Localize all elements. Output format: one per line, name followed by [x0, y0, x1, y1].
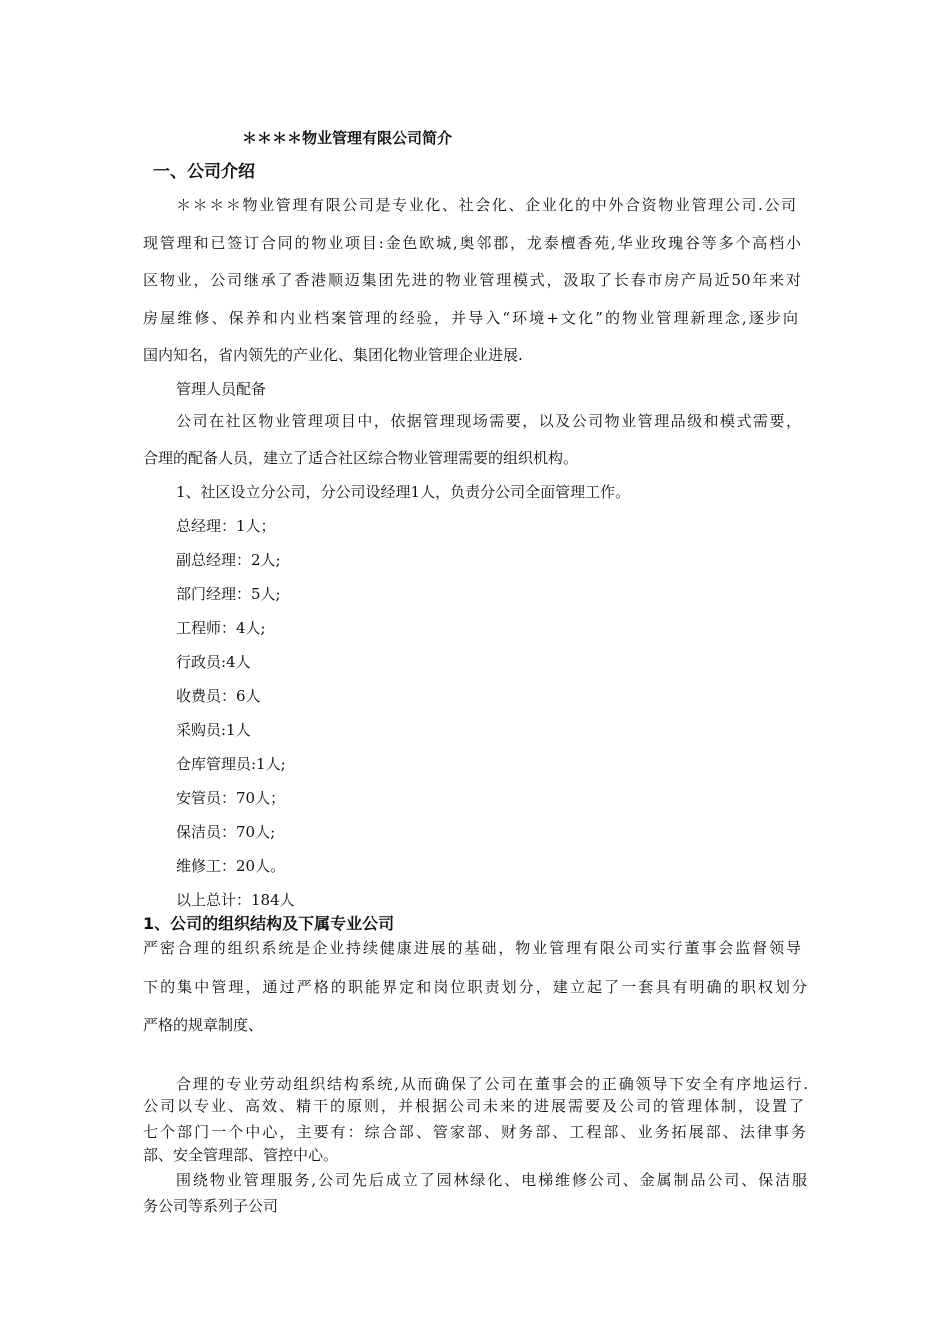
intro-line: ＊＊＊＊物业管理有限公司是专业化、社会化、企业化的中外合资物业管理公司.公司	[176, 196, 796, 214]
branch-line: 1、社区设立分公司，分公司设经理1人，负责分公司全面管理工作。	[176, 483, 631, 501]
section-heading-company-intro: 一、公司介绍	[153, 162, 255, 182]
staff-intro-line: 公司在社区物业管理项目中，依据管理现场需要，以及公司物业管理品级和模式需要，	[176, 412, 801, 430]
org-para2-line: 合理的专业劳动组织结构系统,从而确保了公司在董事会的正确领导下安全有序地运行.	[176, 1075, 808, 1093]
org-para2-line: 公司以专业、高效、精干的原则，并根据公司未来的进展需要及公司的管理体制，设置了	[143, 1097, 804, 1115]
intro-line: 区物业，公司继承了香港顺迈集团先进的物业管理模式，汲取了长春市房产局近50年来对	[143, 271, 801, 289]
org-para-line: 严密合理的组织系统是企业持续健康进展的基础，物业管理有限公司实行董事会监督领导	[143, 939, 801, 957]
staff-list-item: 采购员:1人	[176, 721, 251, 739]
staff-list-item: 保洁员：70人;	[176, 823, 276, 841]
staff-total: 以上总计：184人	[176, 891, 295, 909]
staff-heading: 管理人员配备	[176, 380, 267, 398]
staff-list-item: 副总经理：2人;	[176, 551, 281, 569]
intro-line: 房屋维修、保养和内业档案管理的经验，并导入“环境+文化”的物业管理新理念,逐步向	[143, 309, 798, 327]
subsidiary-line: 务公司等系列子公司	[143, 1197, 279, 1215]
staff-list-item: 部门经理：5人;	[176, 585, 281, 603]
staff-list-item: 仓库管理员:1人;	[176, 755, 286, 773]
document-title: ＊＊＊＊物业管理有限公司简介	[242, 129, 453, 147]
staff-list-item: 总经理：1人；	[176, 517, 276, 535]
intro-line: 国内知名，省内领先的产业化、集团化物业管理企业进展.	[143, 346, 523, 364]
intro-line: 现管理和已签订合同的物业项目:金色欧城,奥邻郡，龙泰檀香苑,华业玫瑰谷等多个高档小	[143, 234, 801, 252]
staff-intro-line: 合理的配备人员，建立了适合社区综合物业管理需要的组织机构。	[143, 449, 579, 467]
org-para-line: 下的集中管理，通过严格的职能界定和岗位职责划分，建立起了一套具有明确的职权划分	[143, 978, 807, 996]
staff-list-item: 行政员:4人	[176, 653, 251, 671]
section-heading-org-structure: 1、公司的组织结构及下属专业公司	[143, 914, 395, 933]
staff-list-item: 工程师：4人;	[176, 619, 266, 637]
staff-list-item: 收费员：6人	[176, 687, 261, 705]
org-para-line: 严格的规章制度、	[143, 1016, 264, 1034]
staff-list-item: 维修工：20人。	[176, 857, 286, 875]
subsidiary-line: 围绕物业管理服务,公司先后成立了园林绿化、电梯维修公司、金属制品公司、保洁服	[176, 1171, 807, 1189]
org-para2-line: 七个部门一个中心，主要有：综合部、管家部、财务部、工程部、业务拓展部、法律事务	[143, 1123, 806, 1141]
org-para2-line: 部、安全管理部、管控中心。	[143, 1146, 339, 1164]
staff-list-item: 安管员：70人；	[176, 789, 286, 807]
